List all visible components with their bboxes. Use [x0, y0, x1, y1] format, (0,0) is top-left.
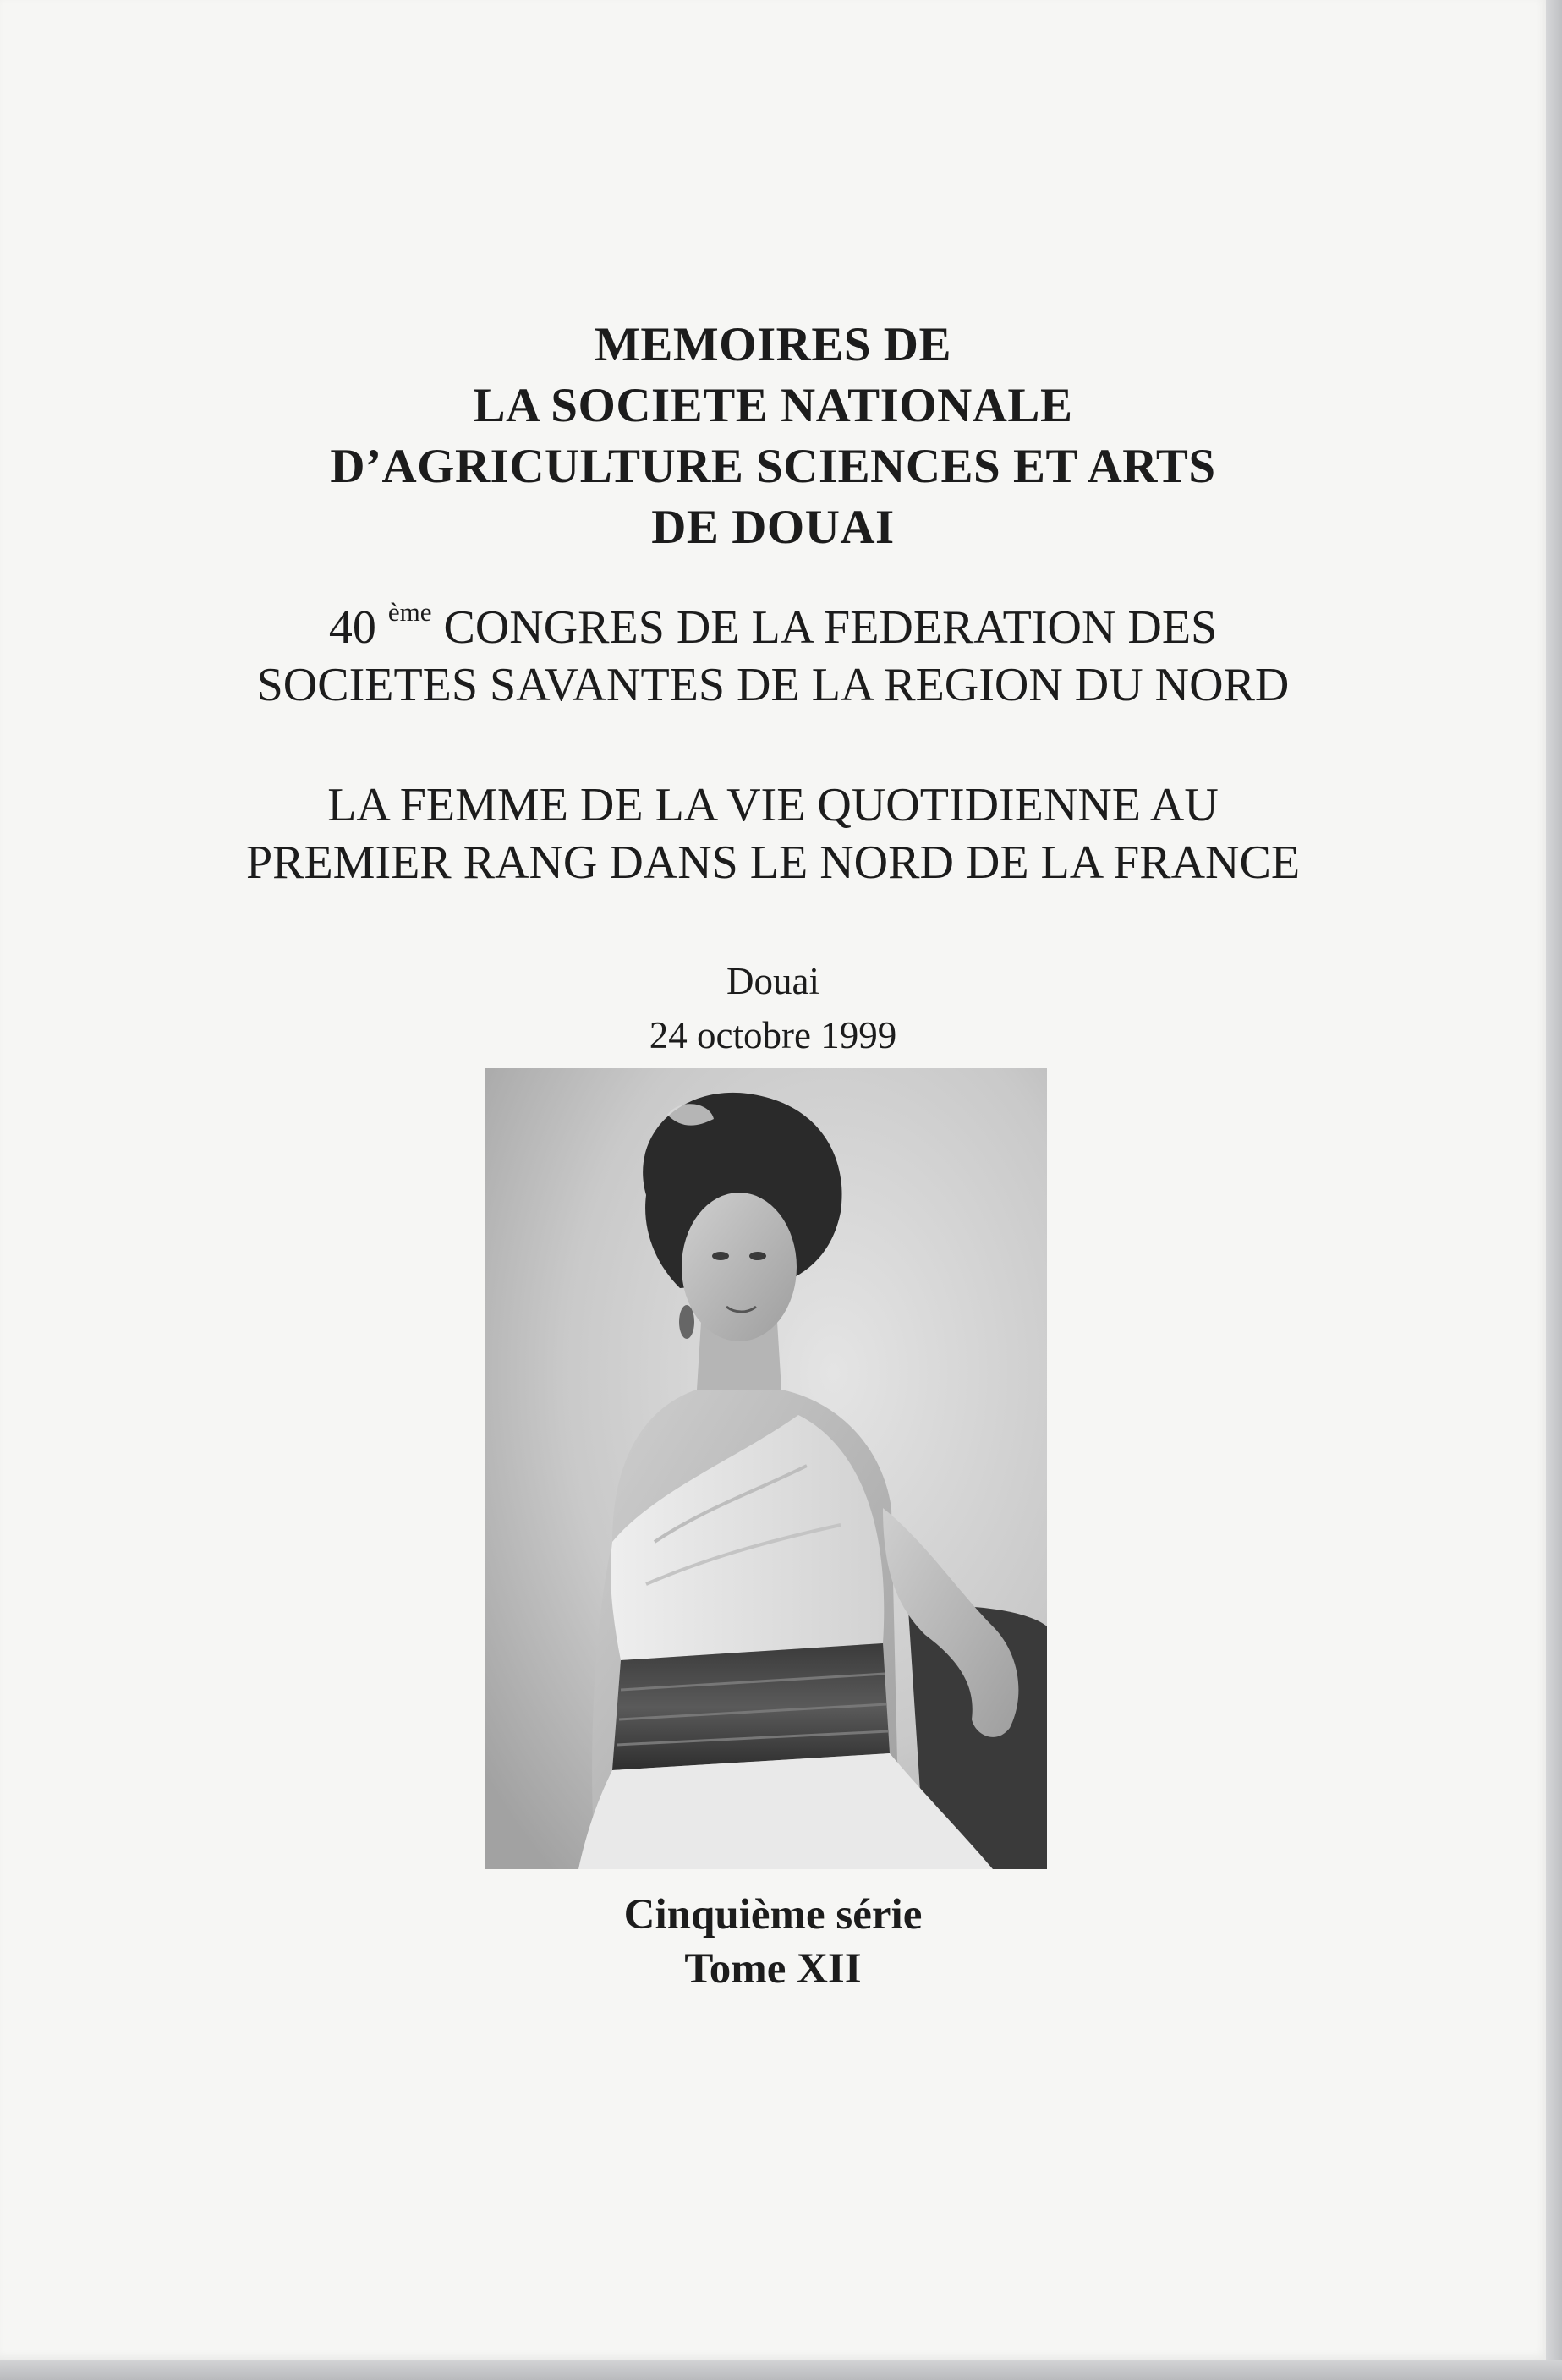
congress-ordinal-suffix: ème — [387, 597, 432, 628]
theme-line-2: PREMIER RANG DANS LE NORD DE LA FRANCE — [245, 836, 1301, 889]
congress-theme — [0, 776, 1546, 891]
place-and-date — [0, 954, 1546, 1062]
title-line-2: LA SOCIETE NATIONALE — [473, 379, 1073, 432]
series-label: Cinquième série — [623, 1891, 923, 1939]
series-info — [0, 1888, 1546, 1996]
volume-label: Tome XII — [684, 1945, 862, 1993]
title-line-1: MEMOIRES DE — [595, 318, 951, 371]
date: 24 octobre 1999 — [649, 1014, 897, 1056]
theme-line-1: LA FEMME DE LA VIE QUOTIDIENNE AU — [327, 779, 1219, 831]
congress-line-1 — [0, 599, 1546, 656]
congress-number: 40 — [328, 601, 376, 654]
page-edge-bottom — [0, 2360, 1562, 2380]
page-edge-right — [1546, 0, 1562, 2380]
congress-line-1-text: CONGRES DE LA FEDERATION DES — [443, 601, 1218, 654]
title-line-3: D’AGRICULTURE SCIENCES ET ARTS — [330, 440, 1216, 493]
place: Douai — [726, 960, 819, 1002]
society-title — [0, 315, 1546, 558]
portrait-photo — [485, 1068, 1047, 1869]
title-line-4: DE DOUAI — [651, 501, 895, 554]
congress-heading — [0, 599, 1546, 714]
portrait-illustration — [485, 1068, 1047, 1869]
congress-line-2: SOCIETES SAVANTES DE LA REGION DU NORD — [256, 659, 1290, 711]
